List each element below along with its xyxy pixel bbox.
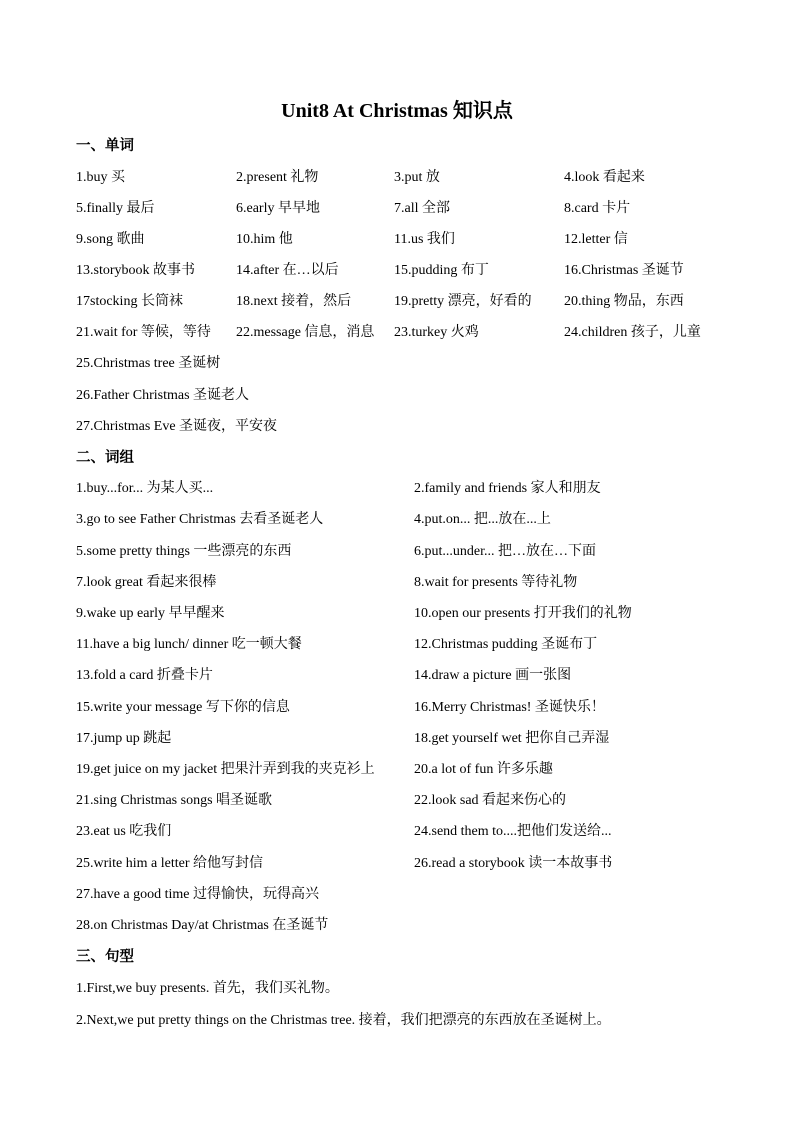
- section-heading-phrases: 二、词组: [76, 450, 134, 466]
- word-item: 8.card 卡片: [564, 201, 631, 216]
- word-item: 6.early 早早地: [236, 201, 320, 216]
- phrase-item: 6.put...under... 把…放在…下面: [414, 544, 596, 559]
- word-row: [76, 352, 776, 374]
- phrase-row: [76, 820, 776, 842]
- word-item: 19.pretty 漂亮，好看的: [394, 294, 532, 309]
- word-item: 1.buy 买: [76, 170, 125, 185]
- section-heading-sentences: 三、句型: [76, 949, 134, 965]
- page-title: Unit8 At Christmas 知识点: [281, 100, 513, 122]
- phrase-item: 12.Christmas pudding 圣诞布丁: [414, 637, 598, 652]
- word-item: 14.after 在…以后: [236, 263, 339, 278]
- word-item: 21.wait for 等候，等待: [76, 325, 211, 340]
- section-heading-words: 一、单词: [76, 138, 134, 154]
- word-item: 11.us 我们: [394, 232, 455, 247]
- word-item: 10.him 他: [236, 232, 293, 247]
- word-row: [76, 166, 776, 188]
- phrase-row: [76, 883, 776, 905]
- sentence-item: 1.First,we buy presents. 首先，我们买礼物。: [76, 981, 339, 996]
- phrase-item: 21.sing Christmas songs 唱圣诞歌: [76, 793, 273, 808]
- word-row: [76, 384, 776, 406]
- phrase-row: [76, 789, 776, 811]
- phrase-item: 7.look great 看起来很棒: [76, 575, 217, 590]
- phrase-row: [76, 664, 776, 686]
- word-item: 26.Father Christmas 圣诞老人: [76, 388, 250, 403]
- phrase-item: 18.get yourself wet 把你自己弄湿: [414, 731, 610, 746]
- word-item: 9.song 歌曲: [76, 232, 145, 247]
- phrase-row: [76, 727, 776, 749]
- phrase-item: 25.write him a letter 给他写封信: [76, 856, 264, 871]
- word-row: [76, 321, 776, 343]
- word-item: 22.message 信息，消息: [236, 325, 375, 340]
- phrase-item: 13.fold a card 折叠卡片: [76, 668, 213, 683]
- word-row: [76, 415, 776, 437]
- phrase-item: 14.draw a picture 画一张图: [414, 668, 572, 683]
- phrase-item: 15.write your message 写下你的信息: [76, 700, 290, 715]
- phrase-row: [76, 852, 776, 874]
- phrase-item: 1.buy...for... 为某人买...: [76, 481, 214, 496]
- phrase-row: [76, 602, 776, 624]
- phrase-row: [76, 758, 776, 780]
- phrase-item: 5.some pretty things 一些漂亮的东西: [76, 544, 292, 559]
- phrase-row: [76, 477, 776, 499]
- word-item: 7.all 全部: [394, 201, 450, 216]
- phrase-item: 2.family and friends 家人和朋友: [414, 481, 601, 496]
- word-item: 13.storybook 故事书: [76, 263, 195, 278]
- phrase-item: 24.send them to....把他们发送给...: [414, 824, 612, 839]
- phrase-row: [76, 696, 776, 718]
- phrase-item: 19.get juice on my jacket 把果汁弄到我的夹克衫上: [76, 762, 375, 777]
- word-item: 23.turkey 火鸡: [394, 325, 479, 340]
- word-item: 20.thing 物品，东西: [564, 294, 684, 309]
- phrase-item: 22.look sad 看起来伤心的: [414, 793, 567, 808]
- phrase-item: 27.have a good time 过得愉快，玩得高兴: [76, 887, 320, 902]
- word-item: 18.next 接着，然后: [236, 294, 352, 309]
- phrase-row: [76, 633, 776, 655]
- phrase-item: 28.on Christmas Day/at Christmas 在圣诞节: [76, 918, 329, 933]
- word-item: 12.letter 信: [564, 232, 628, 247]
- word-item: 5.finally 最后: [76, 201, 155, 216]
- phrase-item: 9.wake up early 早早醒来: [76, 606, 225, 621]
- word-row: [76, 290, 776, 312]
- phrase-item: 16.Merry Christmas! 圣诞快乐！: [414, 700, 605, 715]
- phrase-row: [76, 914, 776, 936]
- phrase-item: 11.have a big lunch/ dinner 吃一顿大餐: [76, 637, 302, 652]
- word-item: 16.Christmas 圣诞节: [564, 263, 684, 278]
- word-item: 15.pudding 布丁: [394, 263, 489, 278]
- phrase-item: 17.jump up 跳起: [76, 731, 172, 746]
- phrase-item: 23.eat us 吃我们: [76, 824, 172, 839]
- word-item: 27.Christmas Eve 圣诞夜，平安夜: [76, 419, 278, 434]
- word-item: 2.present 礼物: [236, 170, 319, 185]
- word-item: 3.put 放: [394, 170, 440, 185]
- word-item: 4.look 看起来: [564, 170, 645, 185]
- sentence-item: 2.Next,we put pretty things on the Christmas tree. 接着，我们把漂亮的东西放在圣诞树上。: [76, 1013, 611, 1028]
- phrase-row: [76, 540, 776, 562]
- phrase-item: 3.go to see Father Christmas 去看圣诞老人: [76, 512, 324, 527]
- phrase-item: 26.read a storybook 读一本故事书: [414, 856, 613, 871]
- word-row: [76, 197, 776, 219]
- phrase-item: 4.put.on... 把...放在...上: [414, 512, 551, 527]
- phrase-row: [76, 508, 776, 530]
- phrase-item: 8.wait for presents 等待礼物: [414, 575, 578, 590]
- word-item: 25.Christmas tree 圣诞树: [76, 356, 221, 371]
- phrase-item: 10.open our presents 打开我们的礼物: [414, 606, 632, 621]
- word-row: [76, 259, 776, 281]
- word-item: 17stocking 长筒袜: [76, 294, 183, 309]
- phrase-item: 20.a lot of fun 许多乐趣: [414, 762, 553, 777]
- word-row: [76, 228, 776, 250]
- phrase-row: [76, 571, 776, 593]
- word-item: 24.children 孩子，儿童: [564, 325, 701, 340]
